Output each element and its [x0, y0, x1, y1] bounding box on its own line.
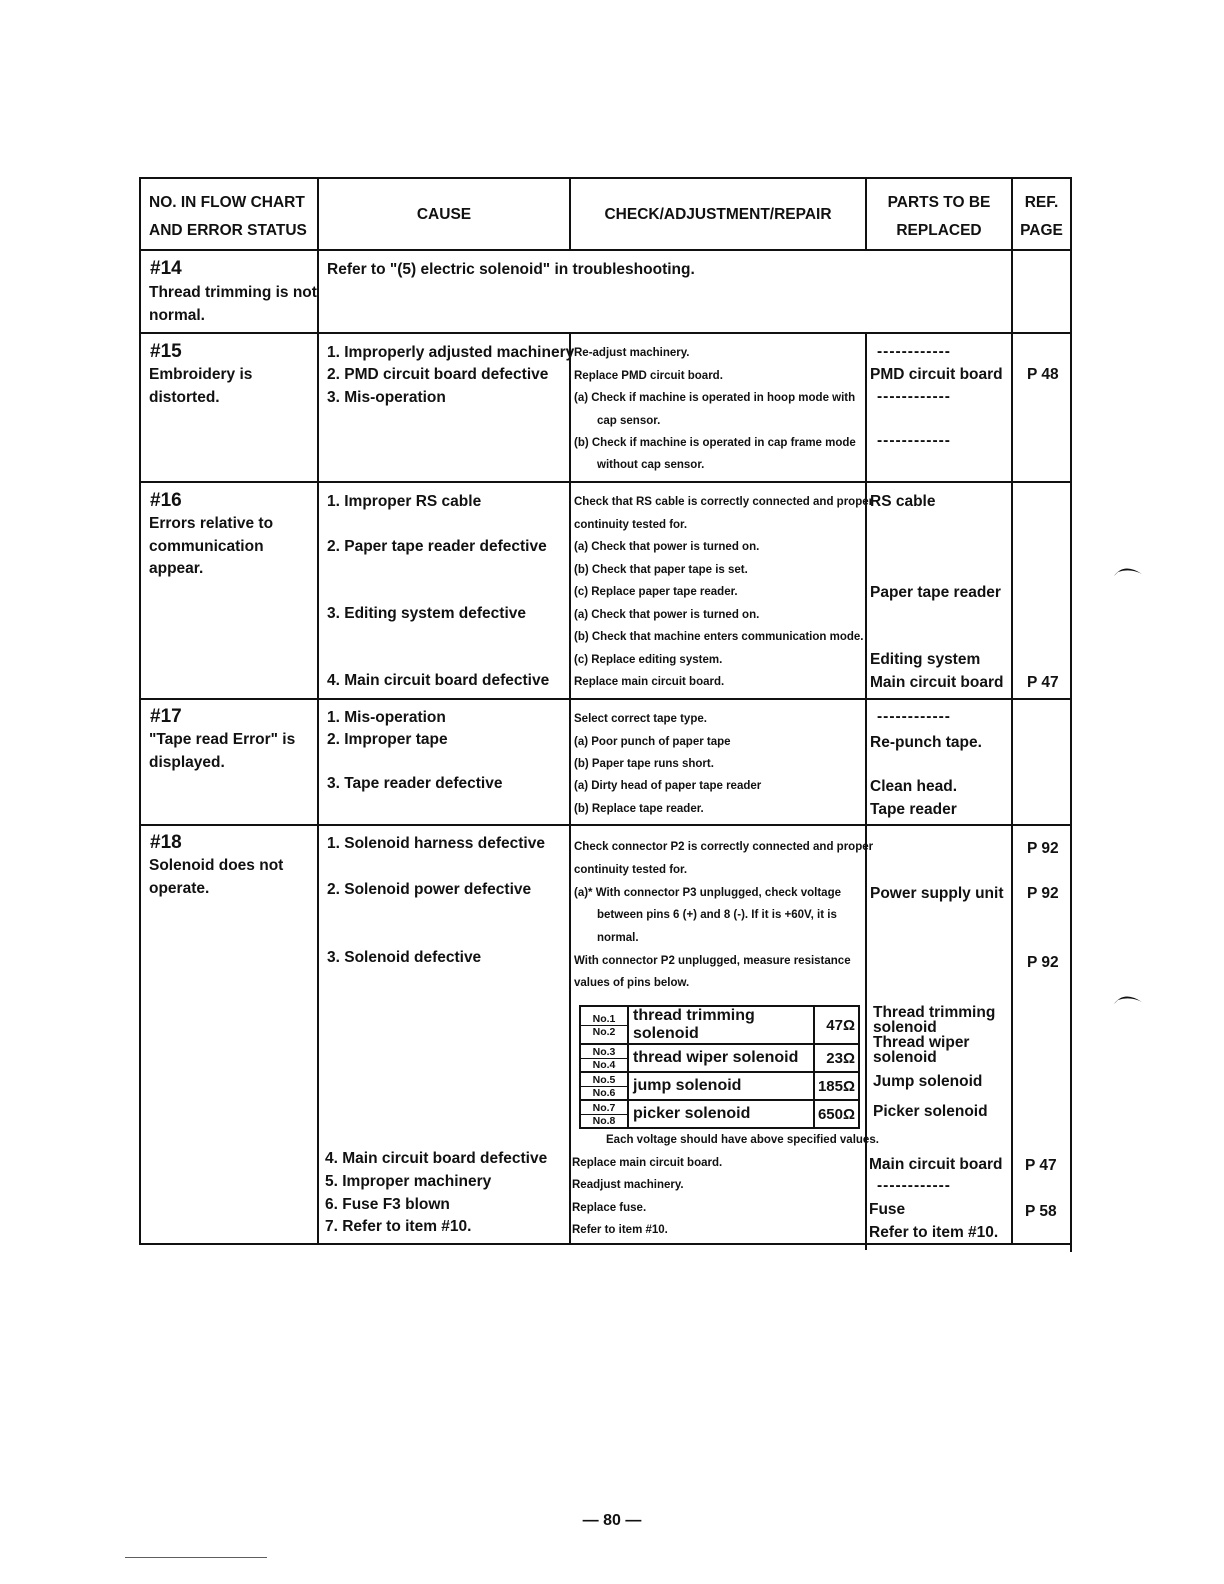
row17-check-2: (a) Poor punch of paper tape [574, 736, 731, 748]
row17-part-2: Re-punch tape. [870, 734, 982, 751]
col4-divider [1011, 177, 1013, 1245]
row17-check-1: Select correct tape type. [574, 713, 707, 725]
solenoid-name: thread wiper solenoid [628, 1044, 814, 1072]
row15-cause-1: 1. Improperly adjusted machinery [327, 344, 575, 361]
row15-description [149, 364, 252, 409]
row17-cause-3: 3. Tape reader defective [327, 775, 503, 792]
row15-check-4a: (b) Check if machine is operated in cap frame mode [574, 437, 856, 449]
table-left-border [139, 177, 141, 1245]
solenoid-name: thread trimming solenoid [628, 1006, 814, 1044]
col2-divider-body [569, 332, 571, 1245]
binder-mark-icon [1112, 560, 1144, 578]
row15-part-none-3: ------------ [877, 388, 951, 405]
col1-divider [317, 177, 319, 1245]
row18-part-4: Main circuit board [869, 1156, 1003, 1173]
row18-desc-line1: Solenoid does not [149, 857, 284, 874]
header-parts-to-be-replaced [867, 189, 1011, 245]
row16-part-4: Main circuit board [870, 674, 1004, 691]
row14-note: Refer to "(5) electric solenoid" in troubleshooting. [327, 261, 695, 278]
header-col1-line1: NO. IN FLOW CHART [149, 194, 305, 211]
table-top-border [139, 177, 1072, 179]
row15-part-none-4: ------------ [877, 432, 951, 449]
solenoid-resistance: 47Ω [814, 1006, 859, 1044]
row17-part-4: Tape reader [870, 801, 957, 818]
row15-desc-line1: Embroidery is [149, 366, 253, 383]
row18-check-4: Replace main circuit board. [572, 1157, 723, 1169]
row17-check-5: (b) Replace tape reader. [574, 803, 704, 815]
row18-part-none-5: ------------ [877, 1177, 951, 1194]
row16-ref: P 47 [1027, 674, 1059, 691]
row14-desc-line1: Thread trimming is not [149, 284, 317, 301]
table-bottom-border [139, 1243, 1072, 1245]
row18-part-6: Fuse [869, 1201, 906, 1218]
row16-cause-4: 4. Main circuit board defective [327, 672, 550, 689]
row16-part-1: RS cable [870, 493, 936, 510]
table-right-border [1070, 177, 1072, 1252]
row15-desc-line2: distorted. [149, 388, 220, 406]
row18-part-2: Power supply unit [870, 885, 1004, 902]
row14-desc-line2: normal. [149, 306, 205, 324]
row18-cause-4: 4. Main circuit board defective [325, 1150, 548, 1167]
row18-ref-3: P 92 [1027, 954, 1059, 971]
row16-check-4: (c) Replace paper tape reader. [574, 586, 738, 598]
solenoid-pins [580, 1006, 628, 1044]
header-bottom-border [139, 249, 1072, 251]
row18-check-2b: between pins 6 (+) and 8 (-). If it is +60V, it is [597, 909, 837, 921]
pin-label: No.2 [592, 1025, 616, 1038]
pin-label: No.7 [581, 1102, 627, 1115]
row18-part-7: Refer to item #10. [869, 1224, 999, 1241]
row18-ref-1: P 92 [1027, 840, 1059, 857]
footer-rule [125, 1557, 267, 1558]
row14-bottom-border [139, 332, 1072, 334]
row15-bottom-border [139, 481, 1072, 483]
row18-part-solenoid-4: Picker solenoid [873, 1103, 988, 1120]
row17-number: #17 [150, 706, 182, 727]
solenoid-row [580, 1100, 859, 1128]
row16-check-7: (c) Replace editing system. [574, 654, 723, 666]
solenoid-resistance: 650Ω [814, 1100, 859, 1128]
row18-ref-4: P 47 [1025, 1157, 1057, 1174]
row16-check-5: (a) Check that power is turned on. [574, 609, 760, 621]
part-line: Thread wiper [873, 1034, 970, 1051]
header-col5-line1: REF. [1024, 194, 1059, 211]
part-line: solenoid [873, 1019, 937, 1036]
row15-check-4b: without cap sensor. [597, 459, 705, 471]
row14-description [149, 282, 317, 327]
solenoid-pins [580, 1072, 628, 1100]
row15-check-3b: cap sensor. [597, 415, 661, 427]
row16-check-8: Replace main circuit board. [574, 676, 725, 688]
row16-desc-line1: Errors relative to [149, 515, 274, 532]
solenoid-row [580, 1072, 859, 1100]
row16-desc-line3: appear. [149, 560, 204, 577]
solenoid-resistance: 23Ω [814, 1044, 859, 1072]
header-col1-line2: AND ERROR STATUS [149, 222, 307, 239]
row18-check-1b: continuity tested for. [574, 864, 688, 876]
row16-check-2: (a) Check that power is turned on. [574, 541, 760, 553]
row18-part-solenoid-2 [873, 1035, 969, 1065]
row18-number: #18 [150, 832, 182, 853]
row17-desc-line1: "Tape read Error" is [149, 731, 296, 748]
row18-check-5: Readjust machinery. [572, 1179, 684, 1191]
row16-check-3: (b) Check that paper tape is set. [574, 564, 748, 576]
row16-cause-1: 1. Improper RS cable [327, 493, 482, 510]
row16-check-1a: Check that RS cable is correctly connected and proper [574, 496, 874, 508]
row18-check-6: Replace fuse. [572, 1202, 647, 1214]
row17-desc-line2: displayed. [149, 753, 225, 771]
header-flowchart-no [149, 189, 307, 245]
row16-cause-2: 2. Paper tape reader defective [327, 538, 547, 555]
solenoid-resistance: 185Ω [814, 1072, 859, 1100]
row17-part-none-1: ------------ [877, 708, 951, 725]
pin-label: No.6 [592, 1086, 616, 1099]
col3-divider-body [865, 332, 867, 1250]
pin-label: No.8 [592, 1114, 616, 1127]
pin-label: No.4 [592, 1058, 616, 1071]
row18-cause-1: 1. Solenoid harness defective [327, 835, 545, 852]
row17-cause-1: 1. Mis-operation [327, 709, 446, 726]
row15-cause-2: 2. PMD circuit board defective [327, 366, 549, 383]
row16-part-2: Paper tape reader [870, 584, 1001, 601]
row18-check-7: Refer to item #10. [572, 1224, 668, 1236]
row16-part-3: Editing system [870, 651, 981, 668]
part-line: Thread trimming [873, 1004, 996, 1021]
row16-description [149, 513, 273, 581]
row15-cause-3: 3. Mis-operation [327, 389, 446, 406]
row18-part-solenoid-1 [873, 1005, 995, 1035]
row18-description [149, 855, 283, 900]
pin-label: No.1 [581, 1013, 627, 1026]
row18-desc-line2: operate. [149, 879, 210, 897]
solenoid-row [580, 1006, 859, 1044]
row17-check-4: (a) Dirty head of paper tape reader [574, 780, 762, 792]
row18-ref-6: P 58 [1025, 1203, 1057, 1220]
solenoid-name: jump solenoid [628, 1072, 814, 1100]
row17-description [149, 729, 295, 774]
row14-number: #14 [150, 258, 182, 279]
row18-check-2c: normal. [597, 932, 639, 944]
header-cause: CAUSE [416, 206, 472, 223]
part-line: solenoid [873, 1049, 937, 1066]
solenoid-name: picker solenoid [628, 1100, 814, 1128]
page-number: — 80 — [582, 1512, 642, 1529]
row16-number: #16 [150, 490, 182, 511]
row15-part-none-1: ------------ [877, 343, 951, 360]
row18-cause-2: 2. Solenoid power defective [327, 881, 532, 898]
pin-label: No.5 [581, 1074, 627, 1087]
row18-check-2a: (a)* With connector P3 unplugged, check voltage [574, 887, 841, 899]
row16-check-1b: continuity tested for. [574, 519, 688, 531]
solenoid-resistance-table [579, 1005, 860, 1129]
row18-ref-2: P 92 [1027, 885, 1059, 902]
solenoid-row [580, 1044, 859, 1072]
row18-check-1a: Check connector P2 is correctly connected and proper [574, 841, 874, 853]
row17-part-3: Clean head. [870, 778, 957, 795]
row15-number: #15 [150, 341, 182, 362]
row17-cause-2: 2. Improper tape [327, 731, 448, 748]
header-col4-line2: REPLACED [896, 222, 982, 239]
row16-desc-line2: communication [149, 537, 264, 555]
row17-bottom-border [139, 824, 1072, 826]
header-ref-page [1013, 189, 1070, 245]
row18-check-3a: With connector P2 unplugged, measure resistance [574, 955, 851, 967]
row15-check-2: Replace PMD circuit board. [574, 370, 723, 382]
header-col4-line1: PARTS TO BE [887, 194, 991, 211]
row17-check-3: (b) Paper tape runs short. [574, 758, 714, 770]
solenoid-pins [580, 1100, 628, 1128]
solenoid-pins [580, 1044, 628, 1072]
row16-cause-3: 3. Editing system defective [327, 605, 526, 622]
row16-check-6: (b) Check that machine enters communication mode. [574, 631, 864, 643]
row15-ref: P 48 [1027, 366, 1059, 383]
row16-bottom-border [139, 698, 1072, 700]
row15-check-1: Re-adjust machinery. [574, 347, 690, 359]
row18-cause-3: 3. Solenoid defective [327, 949, 482, 966]
row18-cause-6: 6. Fuse F3 blown [325, 1196, 450, 1213]
row18-part-solenoid-3: Jump solenoid [873, 1073, 983, 1090]
row18-cause-5: 5. Improper machinery [325, 1173, 492, 1190]
binder-mark-icon [1112, 988, 1144, 1006]
row15-part-2: PMD circuit board [870, 366, 1003, 383]
row18-check-note: Each voltage should have above specified values. [606, 1134, 879, 1146]
row18-check-3b: values of pins below. [574, 977, 690, 989]
header-col5-line2: PAGE [1020, 222, 1063, 239]
header-check-adjust-repair: CHECK/ADJUSTMENT/REPAIR [604, 206, 832, 223]
row15-check-3a: (a) Check if machine is operated in hoop mode with [574, 392, 856, 404]
row18-cause-7: 7. Refer to item #10. [325, 1218, 472, 1235]
pin-label: No.3 [581, 1046, 627, 1059]
